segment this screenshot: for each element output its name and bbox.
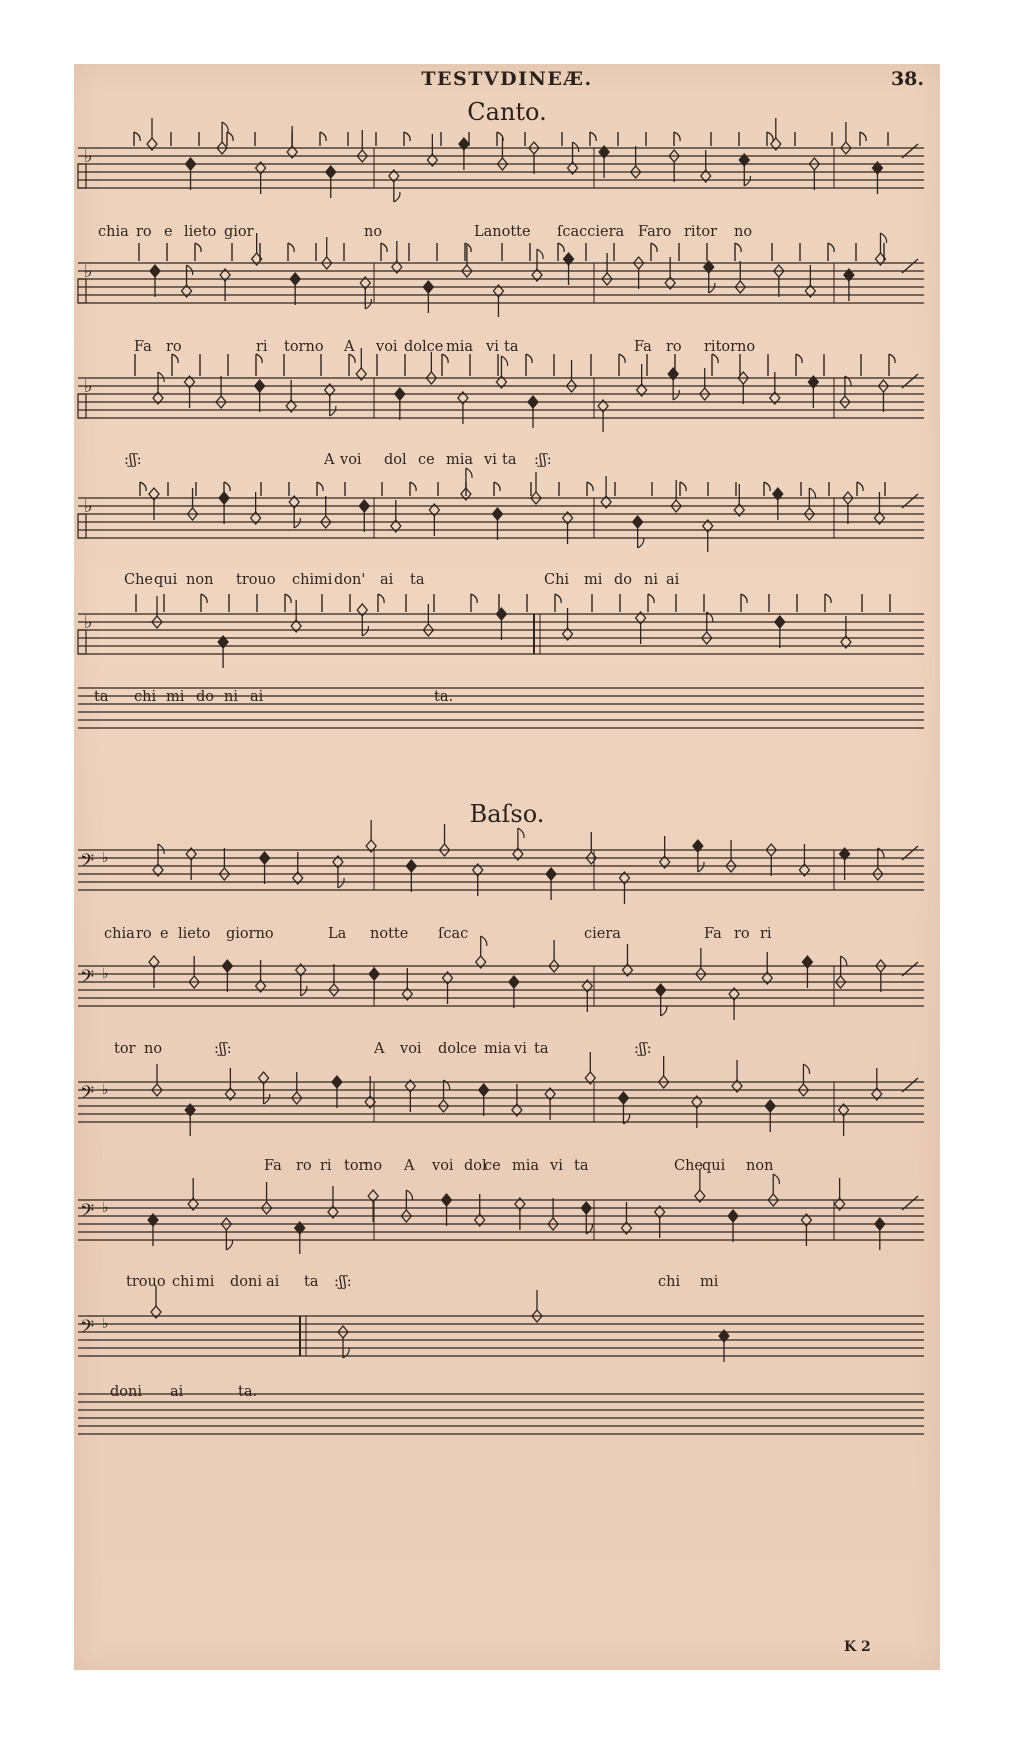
canto-note-head [423,281,433,293]
canto-lyric-syllable: ritor [684,224,718,240]
canto-lyric-syllable: Faro [638,224,672,240]
basso-lyric-syllable: ro [734,926,750,942]
canto-lyric-syllable: chi [292,572,315,588]
canto-note-head [359,500,369,512]
canto-note-flag [365,299,371,309]
canto-rhythm-flag [590,132,596,141]
basso-note-flag [264,1094,270,1104]
canto-lyric-syllable: torno [284,339,324,355]
canto-lyric-syllable: Lanotte [474,224,531,240]
canto-lyric-syllable: Fa [634,339,652,355]
basso-lyric-syllable: ſcac [438,926,469,942]
basso-bass-clef: 𝄢 [80,1201,95,1226]
canto-lyric-syllable: ri [256,339,268,355]
basso-lyric-syllable: mia [484,1041,512,1057]
basso-lyric-syllable: ro [136,926,152,942]
canto-rhythm-flag [256,354,262,363]
canto-note-head [150,265,160,277]
basso-note-head [479,1084,489,1096]
canto-lyric-syllable: mia [446,452,474,468]
basso-note-flag [406,1190,412,1200]
basso-lyric-syllable: ri [320,1158,332,1174]
canto-note-flag [638,538,644,548]
canto-rhythm-flag [285,594,291,603]
canto-rhythm-flag [201,594,207,603]
canto-title: Canto. [467,98,547,126]
canto-rhythm-flag [764,482,770,491]
basso-lyric-syllable: Fa [264,1158,282,1174]
canto-lyric-syllable: don' [334,572,366,588]
basso-lyric-syllable: :ʃʃ: [634,1041,652,1057]
basso-note-head [222,960,232,972]
canto-lyric-syllable: ta [504,339,519,355]
basso-bass-clef: 𝄢 [80,851,95,876]
basso-lyric-syllable: tor [344,1158,366,1174]
canto-rhythm-flag [651,243,657,252]
basso-lyric-syllable: :ʃʃ: [214,1041,232,1057]
basso-note-flag [661,1006,667,1016]
canto-lyric-syllable: ta [410,572,425,588]
basso-note-head [618,1092,628,1104]
basso-note-flag [841,956,847,966]
canto-lyric-syllable: mi [166,689,185,705]
basso-lyric-syllable: chi [658,1274,681,1290]
canto-rhythm-flag [712,354,718,363]
basso-lyric-syllable: ta. [238,1384,258,1400]
basso-lyric-syllable: ri [760,926,772,942]
canto-lyric-syllable: ni [644,572,658,588]
canto-lyric-syllable: ſcacciera [557,224,625,240]
basso-lyric-syllable: ai [266,1274,280,1290]
canto-rhythm-flag [857,482,863,491]
basso-note-flag [773,1174,779,1184]
canto-lyric-syllable: ai [250,689,264,705]
basso-lyric-syllable: ta [304,1274,319,1290]
page [74,64,940,1670]
basso-lyric-syllable: notte [370,926,409,942]
canto-rhythm-flag [648,594,654,603]
canto-clef-bracket [78,279,86,303]
canto-rhythm-flag [404,132,410,141]
basso-note-head [875,1218,885,1230]
canto-rhythm-flag [172,354,178,363]
basso-lyric-syllable: mi [196,1274,215,1290]
basso-lyric-syllable: tor [114,1041,136,1057]
canto-flat-sign: ♭ [84,261,93,282]
canto-note-head [219,492,229,504]
basso-flat-sign: ♭ [102,966,109,982]
canto-rhythm-flag [494,482,500,491]
canto-note-flag [573,142,579,152]
basso-lyric-syllable: e [160,926,169,942]
basso-note-head [765,1100,775,1112]
basso-lyric-syllable: dol [464,1158,487,1174]
basso-lyric-syllable: ce [460,1041,477,1057]
canto-rhythm-flag [442,354,448,363]
canto-rhythm-flag [349,354,355,363]
basso-lyric-syllable: Che [674,1158,704,1174]
basso-note-head [332,1076,342,1088]
canto-lyric-syllable: lieto [184,224,217,240]
basso-lyric-syllable: :ʃʃ: [334,1274,352,1290]
canto-note-head [326,166,336,178]
basso-lyric-syllable: A [374,1041,385,1057]
basso-lyric-syllable: voi [400,1041,422,1057]
canto-lyric-syllable: vi [486,339,499,355]
basso-flat-sign: ♭ [102,1316,109,1332]
canto-note-flag [744,176,750,186]
basso-note-flag [226,1240,232,1250]
canto-note-flag [362,626,368,636]
canto-lyric-syllable: no [734,224,753,240]
canto-rhythm-flag [378,594,384,603]
canto-lyric-syllable: :ʃʃ: [124,452,142,468]
basso-note-head [509,976,519,988]
signature-mark: K 2 [844,1639,871,1655]
canto-lyric-syllable: :ʃʃ: [534,452,552,468]
canto-lyric-syllable: Fa [134,339,152,355]
basso-note-flag [301,986,307,996]
basso-lyric-syllable: mi [700,1274,719,1290]
canto-rhythm-flag [140,482,146,491]
canto-rhythm-flag [741,594,747,603]
canto-rhythm-flag [796,354,802,363]
basso-note-head [656,984,666,996]
canto-note-flag [501,356,507,366]
canto-note-flag [673,390,679,400]
canto-note-head [633,516,643,528]
canto-lyric-syllable: ni [224,689,238,705]
basso-lyric-syllable: A [404,1158,415,1174]
canto-flat-sign: ♭ [84,376,93,397]
basso-lyric-syllable: doni [110,1384,142,1400]
canto-rhythm-flag [735,243,741,252]
canto-rhythm-flag [288,243,294,252]
canto-note-flag [187,265,193,275]
canto-flat-sign: ♭ [84,146,93,167]
canto-lyric-syllable: ro [166,339,182,355]
basso-lyric-syllable: lieto [178,926,211,942]
basso-note-head [442,1194,452,1206]
canto-lyric-syllable: ro [666,339,682,355]
canto-lyric-syllable: mi [314,572,333,588]
basso-lyric-syllable: non [746,1158,774,1174]
canto-lyric-syllable: chi [134,689,157,705]
canto-rhythm-flag [558,243,564,252]
canto-note-flag [466,468,472,478]
canto-note-flag [394,192,400,202]
canto-rhythm-flag [825,594,831,603]
canto-lyric-syllable: non [186,572,214,588]
basso-note-head [406,860,416,872]
canto-rhythm-flag [410,482,416,491]
canto-clef-bracket [78,630,86,654]
canto-lyric-syllable: e [164,224,173,240]
canto-lyric-syllable: mia [446,339,474,355]
canto-lyric-syllable: no [364,224,383,240]
canto-lyric-syllable: dol [384,452,407,468]
canto-lyric-syllable: ta [94,689,109,705]
basso-lyric-syllable: La [328,926,347,942]
canto-rhythm-flag [317,482,323,491]
canto-lyric-syllable: gior [224,224,254,240]
running-title: TESTVDINEÆ. [421,68,593,90]
canto-rhythm-flag [619,354,625,363]
basso-lyric-syllable: qui [702,1158,726,1174]
canto-lyric-syllable: ritorno [704,339,756,355]
basso-lyric-syllable: ai [170,1384,184,1400]
music-notation [74,64,940,1670]
basso-note-flag [481,936,487,946]
canto-lyric-syllable: do [614,572,633,588]
basso-note-head [581,1202,591,1214]
canto-note-flag [330,406,336,416]
basso-lyric-syllable: mia [512,1158,540,1174]
basso-flat-sign: ♭ [102,1200,109,1216]
basso-lyric-syllable: Fa [704,926,722,942]
basso-bass-clef: 𝄢 [80,1083,95,1108]
basso-lyric-syllable: ta [534,1041,549,1057]
canto-lyric-syllable: trouo [236,572,276,588]
canto-lyric-syllable: ro [136,224,152,240]
basso-lyric-syllable: no [364,1158,383,1174]
canto-rhythm-flag [680,482,686,491]
canto-rhythm-flag [526,354,532,363]
canto-note-head [775,616,785,628]
canto-note-flag [294,518,300,528]
basso-lyric-syllable: doni [230,1274,262,1290]
canto-lyric-syllable: ce [418,452,435,468]
canto-clef-bracket [78,394,86,418]
basso-note-flag [803,1064,809,1074]
canto-rhythm-flag [195,243,201,252]
canto-lyric-syllable: A [344,339,355,355]
basso-lyric-syllable: no [144,1041,163,1057]
canto-note-flag [222,122,228,132]
basso-note-head [260,852,270,864]
basso-lyric-syllable: giorno [226,926,274,942]
page-number: 38. [890,68,924,90]
canto-lyric-syllable: qui [154,572,178,588]
canto-lyric-syllable: ai [666,572,680,588]
canto-lyric-syllable: dolce [404,339,444,355]
canto-note-head [395,388,405,400]
canto-clef-bracket [78,514,86,538]
basso-title: Baſso. [469,800,545,828]
canto-flat-sign: ♭ [84,612,93,633]
basso-lyric-syllable: voi [432,1158,454,1174]
canto-lyric-syllable: do [196,689,215,705]
canto-rhythm-flag [555,594,561,603]
canto-note-flag [880,233,886,243]
basso-note-head [728,1210,738,1222]
canto-note-flag [809,488,815,498]
canto-rhythm-flag [134,132,140,141]
canto-lyric-syllable: ta. [434,689,454,705]
canto-note-flag [709,283,715,293]
canto-rhythm-flag [320,132,326,141]
canto-lyric-syllable: Chi [544,572,570,588]
basso-note-flag [338,878,344,888]
canto-note-head [492,508,502,520]
canto-note-head [528,396,538,408]
canto-rhythm-flag [587,482,593,491]
basso-lyric-syllable: ciera [584,926,621,942]
basso-lyric-syllable: chia [104,926,135,942]
canto-rhythm-flag [224,482,230,491]
basso-note-flag [518,828,524,838]
canto-lyric-syllable: ta [502,452,517,468]
canto-rhythm-flag [767,132,773,141]
basso-lyric-syllable: vi [550,1158,563,1174]
canto-note-head [255,380,265,392]
basso-lyric-syllable: vi [514,1041,527,1057]
basso-lyric-syllable: ta [574,1158,589,1174]
canto-rhythm-flag [471,594,477,603]
canto-clef-bracket [78,164,86,188]
canto-lyric-syllable: voi [376,339,398,355]
canto-rhythm-flag [828,243,834,252]
basso-lyric-syllable: dol [438,1041,461,1057]
canto-note-flag [537,249,543,259]
canto-note-flag [158,372,164,382]
basso-lyric-syllable: chi [172,1274,195,1290]
basso-flat-sign: ♭ [102,850,109,866]
canto-lyric-syllable: ai [380,572,394,588]
canto-rhythm-flag [860,132,866,141]
canto-lyric-syllable: vi [484,452,497,468]
canto-lyric-syllable: mi [584,572,603,588]
basso-lyric-syllable: trouo [126,1274,166,1290]
canto-note-head [496,608,506,620]
canto-rhythm-flag [227,132,233,141]
canto-note-head [290,273,300,285]
basso-flat-sign: ♭ [102,1082,109,1098]
canto-rhythm-flag [381,243,387,252]
canto-lyric-syllable: A [324,452,335,468]
canto-rhythm-flag [674,132,680,141]
canto-note-head [186,158,196,170]
basso-bass-clef: 𝄢 [80,967,95,992]
basso-note-flag [698,862,704,872]
basso-note-head [546,868,556,880]
basso-bass-clef: 𝄢 [80,1317,95,1342]
basso-lyric-syllable: ro [296,1158,312,1174]
canto-lyric-syllable: Che [124,572,154,588]
canto-lyric-syllable: chia [98,224,129,240]
canto-rhythm-flag [889,354,895,363]
canto-flat-sign: ♭ [84,496,93,517]
canto-lyric-syllable: voi [340,452,362,468]
basso-lyric-syllable: ce [484,1158,501,1174]
canto-rhythm-flag [465,243,471,252]
basso-note-flag [158,844,164,854]
